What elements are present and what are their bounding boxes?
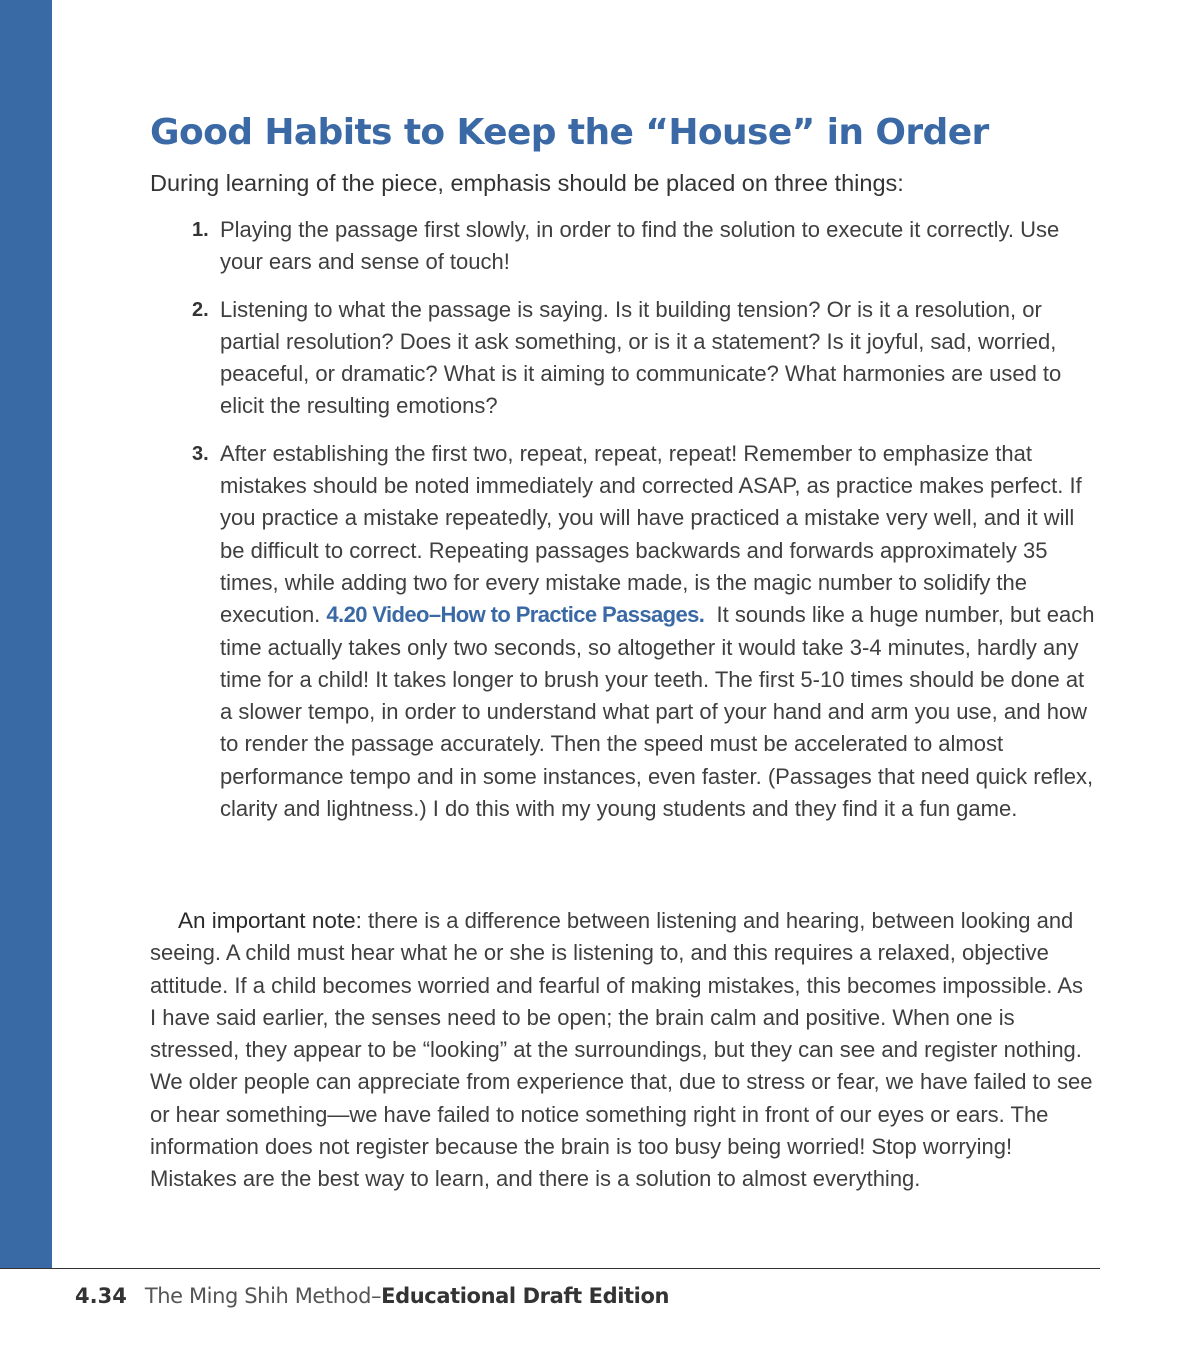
list-item [190,438,1100,826]
list-item [190,294,1100,423]
book-title: The Ming Shih Method– [144,1284,382,1308]
video-link-how-to-practice-passages[interactable]: 4.20 Video–How to Practice Passages. [326,602,705,628]
important-note-paragraph [150,905,1095,1196]
important-note-lead: An important note: [178,908,362,933]
numbered-list [190,214,1100,840]
footer-divider [0,1268,1100,1269]
list-item-number: 3. [192,442,209,465]
page-number: 4.34 [75,1284,127,1308]
edition-label: Educational Draft Edition [381,1284,670,1308]
list-item-text-after: It sounds like a huge number, but each time actually takes only two seconds, so altogether it would take 3-4 minutes, hardly any time for a child! It takes longer to brush your teeth. The first 5-10 times should be done at a slower tempo, in order to understand what part of your hand and arm you use, and how to render the passage accurately. Then the speed must be accelerated to almost performance tempo and in some instances, even faster. (Passages that need quick reflex, clarity and lightness.) I do this with my young students and they find it a fun game. [220,602,1095,822]
important-note-text: there is a difference between listening and hearing, between looking and seeing. A child must hear what he or she is listening to, and this requires a relaxed, objective attitude. If a child becomes worried and fearful of making mistakes, this becomes impossible. As I have said earlier, the senses need to be open; the brain calm and positive. When one is stressed, they appear to be “looking” at the surroundings, but they can see and register nothing. We older people can appreciate from experience that, due to stress or fear, we have failed to see or hear something—we have failed to notice something right in front of our eyes or ears. The information does not register because the brain is too busy being worried! Stop worrying! Mistakes are the best way to learn, and there is a solution to almost everything. [150,908,1093,1192]
page-side-bar [0,0,52,1268]
list-item-number: 1. [192,219,209,241]
section-heading: Good Habits to Keep the “House” in Order [150,112,989,153]
intro-paragraph: During learning of the piece, emphasis should be placed on three things: [150,170,904,196]
list-item-number: 2. [192,298,209,321]
list-item-text [220,441,1094,821]
list-item [190,214,1100,279]
list-item-text: Playing the passage first slowly, in order to find the solution to execute it correctly. Use your ears and sense of touch! [220,217,1060,275]
page-footer [75,1284,669,1308]
list-item-text: Listening to what the passage is saying. Is it building tension? Or is it a resolution, or partial resolution? Does it ask something, or is it a statement? Is it joyful, sad, worried, peaceful, or dramatic? What is it aiming to communicate? What harmonies are used to elicit the resulting emotions? [220,296,1062,419]
list-item-text-before: After establishing the first two, repeat, repeat, repeat! Remember to emphasize that mistakes should be noted immediately and corrected ASAP, as practice makes perfect. If you practice a mistake repeatedly, you will have practiced a mistake very well, and it will be difficult to correct. Repeating passages backwards and forwards approximately 35 times, while adding two for every mistake made, is the magic number to solidify the execution. [220,440,1082,628]
